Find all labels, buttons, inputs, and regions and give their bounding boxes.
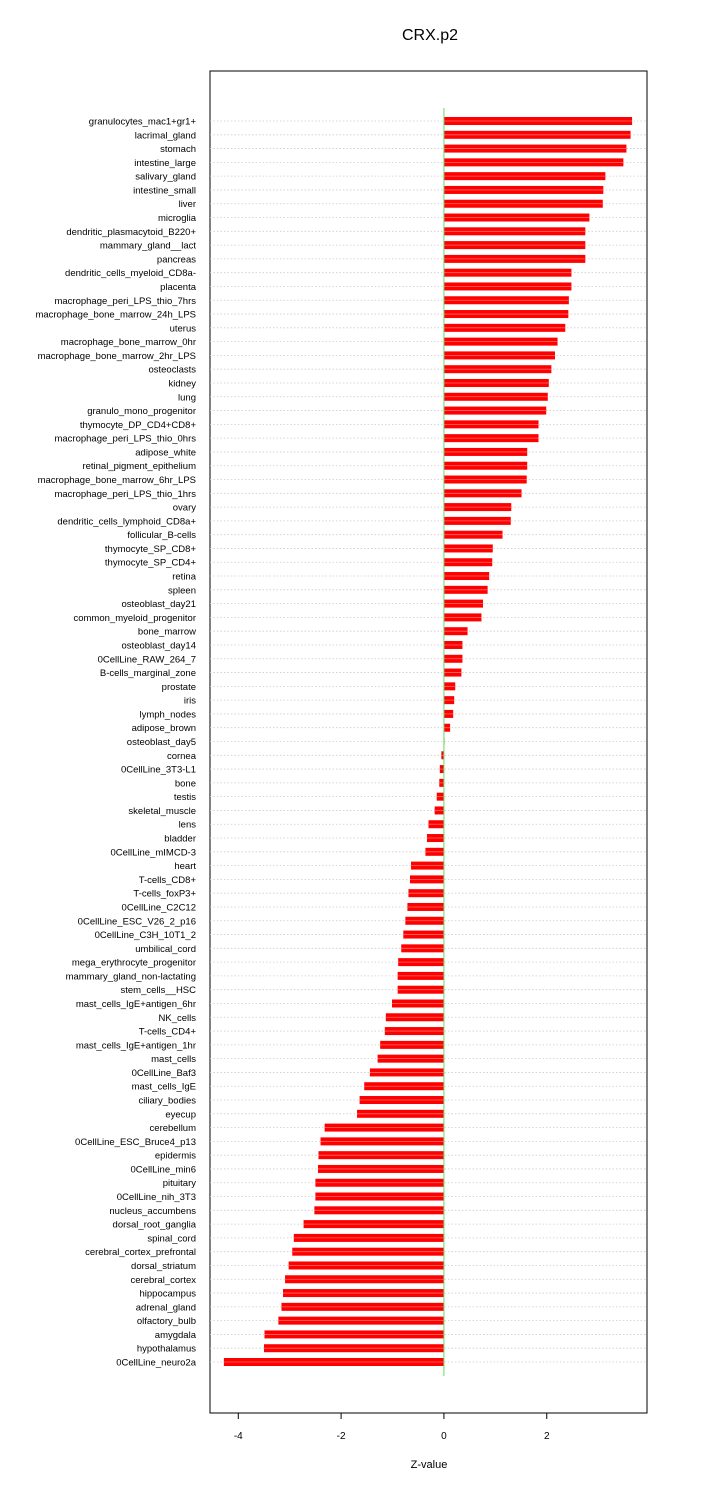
x-axis-label: Z-value <box>410 1459 448 1471</box>
category-label: 0CellLine_neuro2a <box>116 1357 196 1369</box>
category-label: retina <box>172 571 196 583</box>
category-label: hippocampus <box>139 1288 196 1300</box>
category-label: ciliary_bodies <box>138 1095 196 1107</box>
x-axis <box>234 1413 550 1442</box>
category-label: epidermis <box>154 1150 196 1162</box>
category-label: cerebral_cortex_prefrontal <box>85 1247 196 1259</box>
category-labels <box>35 117 196 1369</box>
category-label: spinal_cord <box>147 1233 196 1245</box>
category-label: follicular_B-cells <box>127 530 196 542</box>
category-label: mast_cells_IgE <box>131 1081 196 1093</box>
category-label: 0CellLine_Baf3 <box>131 1067 196 1079</box>
x-tick-label: -4 <box>233 1431 243 1442</box>
category-label: nucleus_accumbens <box>109 1205 196 1217</box>
category-label: 0CellLine_min6 <box>130 1164 196 1176</box>
category-label: 0CellLine_ESC_Bruce4_p13 <box>75 1136 196 1148</box>
category-label: macrophage_peri_LPS_thio_0hrs <box>54 433 196 445</box>
category-label: hypothalamus <box>136 1343 196 1355</box>
category-label: thymocyte_SP_CD8+ <box>104 543 196 555</box>
category-label: mammary_gland_non-lactating <box>65 971 196 983</box>
category-label: osteoblast_day21 <box>121 599 196 611</box>
category-label: skeletal_muscle <box>128 805 196 817</box>
category-label: macrophage_bone_marrow_2hr_LPS <box>37 350 196 362</box>
category-label: amygdala <box>154 1329 196 1341</box>
category-label: dorsal_striatum <box>131 1260 196 1272</box>
category-label: macrophage_peri_LPS_thio_1hrs <box>54 488 196 500</box>
category-label: granulo_mono_progenitor <box>87 406 196 418</box>
category-label: 0CellLine_nih_3T3 <box>116 1192 196 1204</box>
category-label: cerebellum <box>149 1123 196 1135</box>
category-label: microglia <box>157 213 196 225</box>
category-label: T-cells_foxP3+ <box>133 888 196 900</box>
category-label: mast_cells <box>151 1054 196 1066</box>
category-label: lymph_nodes <box>139 709 196 721</box>
category-label: placenta <box>160 281 196 293</box>
category-label: adipose_white <box>135 447 196 459</box>
category-label: macrophage_bone_marrow_0hr <box>60 337 196 349</box>
category-label: lung <box>178 392 196 404</box>
category-label: 0CellLine_RAW_264_7 <box>97 654 196 666</box>
category-label: olfactory_bulb <box>136 1316 196 1328</box>
category-label: adrenal_gland <box>135 1302 196 1314</box>
category-label: macrophage_bone_marrow_24h_LPS <box>35 309 196 321</box>
category-label: salivary_gland <box>135 171 196 183</box>
category-label: pancreas <box>156 254 196 266</box>
category-label: spleen <box>168 585 196 597</box>
category-label: retinal_pigment_epithelium <box>82 461 196 473</box>
grid-lines <box>210 121 647 1362</box>
category-label: mast_cells_IgE+antigen_1hr <box>75 1040 196 1052</box>
category-label: cornea <box>166 750 196 762</box>
chart-title: CRX.p2 <box>401 27 459 44</box>
category-label: heart <box>174 861 196 873</box>
category-label: testis <box>173 792 196 804</box>
category-label: dendritic_plasmacytoid_B220+ <box>66 226 196 238</box>
category-label: macrophage_peri_LPS_thio_7hrs <box>54 295 196 307</box>
category-label: 0CellLine_3T3-L1 <box>121 764 196 776</box>
category-label: T-cells_CD4+ <box>138 1026 196 1038</box>
category-label: intestine_large <box>134 157 196 169</box>
category-label: mammary_gland__lact <box>99 240 196 252</box>
category-label: osteoclasts <box>148 364 196 376</box>
category-label: ovary <box>172 502 196 514</box>
category-label: intestine_small <box>133 185 196 197</box>
category-label: lacrimal_gland <box>134 130 196 142</box>
category-label: stem_cells__HSC <box>120 985 196 997</box>
category-label: dendritic_cells_myeloid_CD8a- <box>65 268 196 280</box>
category-label: mast_cells_IgE+antigen_6hr <box>75 998 196 1010</box>
category-label: stomach <box>160 144 196 156</box>
category-label: lens <box>178 819 196 831</box>
category-label: thymocyte_DP_CD4+CD8+ <box>79 419 196 431</box>
category-label: uterus <box>169 323 196 335</box>
category-label: 0CellLine_ESC_V26_2_p16 <box>77 916 196 928</box>
category-label: iris <box>183 695 196 707</box>
category-label: 0CellLine_C2C12 <box>121 902 196 914</box>
category-label: adipose_brown <box>131 723 196 735</box>
category-label: B-cells_marginal_zone <box>99 668 196 680</box>
category-label: NK_cells <box>158 1012 196 1024</box>
category-label: 0CellLine_C3H_10T1_2 <box>94 930 196 942</box>
category-label: osteoblast_day14 <box>121 640 196 652</box>
category-label: pituitary <box>162 1178 196 1190</box>
category-label: mega_erythrocyte_progenitor <box>71 957 196 969</box>
category-label: eyecup <box>165 1109 196 1121</box>
category-label: dendritic_cells_lymphoid_CD8a+ <box>57 516 196 528</box>
category-label: liver <box>178 199 196 211</box>
category-label: dorsal_root_ganglia <box>112 1219 196 1231</box>
category-label: umbilical_cord <box>135 943 196 955</box>
category-label: bone_marrow <box>137 626 196 638</box>
x-tick-label: -2 <box>336 1431 346 1442</box>
category-label: cerebral_cortex <box>130 1274 196 1286</box>
category-label: T-cells_CD8+ <box>138 874 196 886</box>
category-label: prostate <box>161 681 196 693</box>
category-label: 0CellLine_mIMCD-3 <box>110 847 196 859</box>
category-label: kidney <box>168 378 196 390</box>
x-tick-label: 0 <box>441 1431 447 1442</box>
category-label: common_myeloid_progenitor <box>73 612 196 624</box>
category-label: bone <box>174 778 196 790</box>
category-label: osteoblast_day5 <box>126 737 196 748</box>
category-label: granulocytes_mac1+gr1+ <box>88 116 196 128</box>
category-label: bladder <box>164 833 196 845</box>
category-label: thymocyte_SP_CD4+ <box>104 557 196 569</box>
x-tick-label: 2 <box>543 1431 550 1442</box>
category-label: macrophage_bone_marrow_6hr_LPS <box>37 475 196 487</box>
